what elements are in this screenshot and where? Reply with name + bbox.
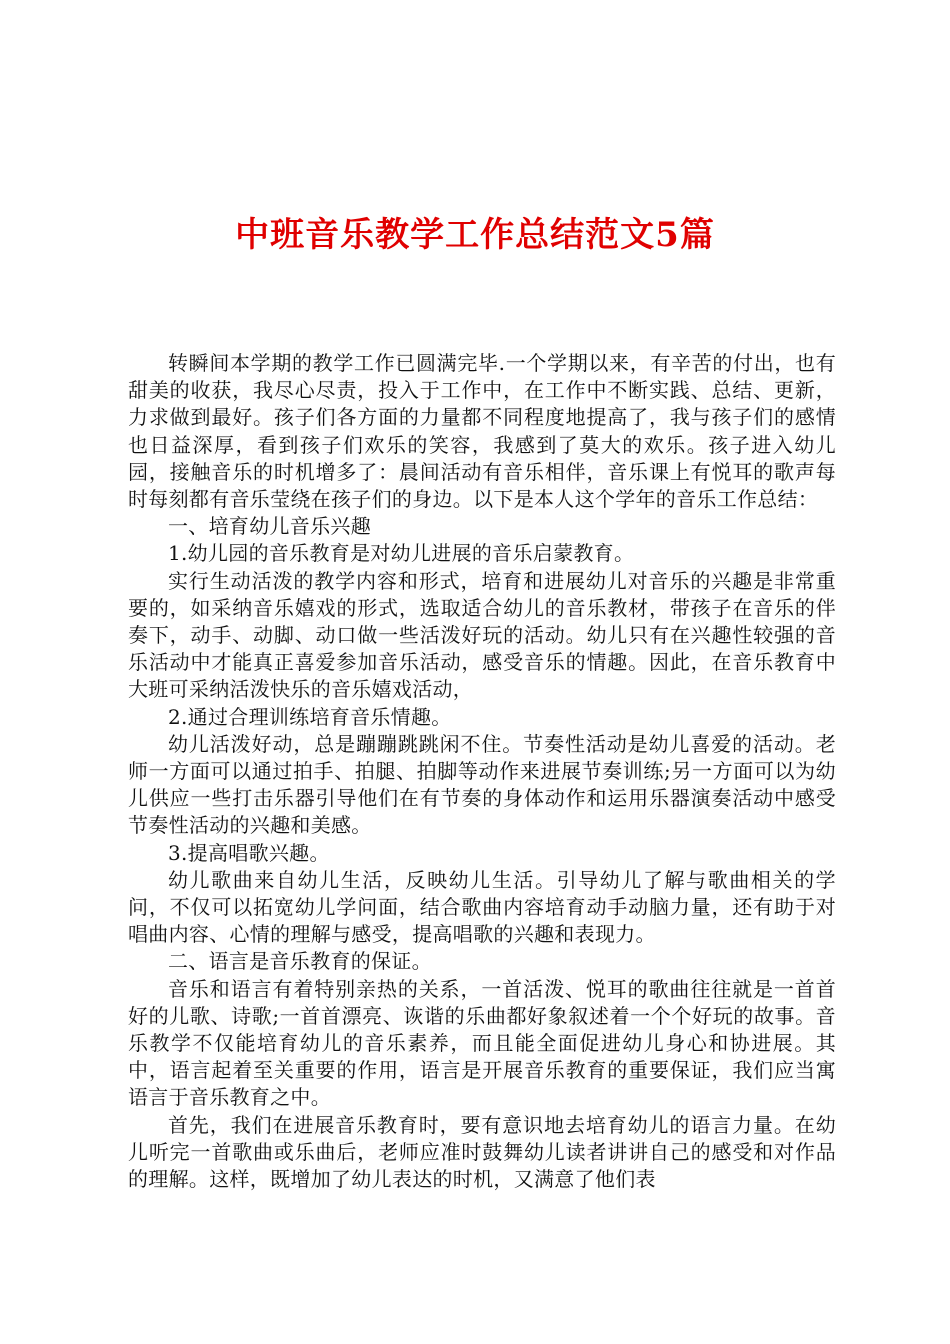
paragraph-language: 音乐和语言有着特别亲热的关系，一首活泼、悦耳的歌曲往往就是一首首好的儿歌、诗歌;一首首漂亮、诙谐的乐曲都好象叙述着一个个好玩的故事。音乐教学不仅能培育幼儿的音乐素养，而且能全面促进幼儿身心和协进展。其中，语言起着至关重要的作用，语言是开展音乐教育的重要保证，我们应当寓语言于音乐教育之中。 bbox=[128, 976, 836, 1110]
document-body bbox=[128, 350, 836, 1193]
heading-section-1: 一、培育幼儿音乐兴趣 bbox=[168, 514, 371, 539]
paragraph-rhythm: 幼儿活泼好动，总是蹦蹦跳跳闲不住。节奏性活动是幼儿喜爱的活动。老师一方面可以通过拍手、拍腿、拍脚等动作来进展节奏训练;另一方面可以为幼儿供应一些打击乐器引导他们在有节奏的身体动作和运用乐器演奏活动中感受节奏性活动的兴趣和美感。 bbox=[128, 731, 836, 838]
paragraph-interest: 实行生动活泼的教学内容和形式，培育和进展幼儿对音乐的兴趣是非常重要的，如采纳音乐嬉戏的形式，选取适合幼儿的音乐教材，带孩子在音乐的伴奏下，动手、动脚、动口做一些活泼好玩的活动。幼儿只有在兴趣性较强的音乐活动中才能真正喜爱参加音乐活动，感受音乐的情趣。因此，在音乐教育中大班可采纳活泼快乐的音乐嬉戏活动， bbox=[128, 568, 836, 702]
paragraph-first: 首先，我们在进展音乐教育时，要有意识地去培育幼儿的语言力量。在幼儿听完一首歌曲或乐曲后，老师应准时鼓舞幼儿读者讲讲自己的感受和对作品的理解。这样，既增加了幼儿表达的时机，又满意了他们表 bbox=[128, 1112, 836, 1192]
subheading-1: 1.幼儿园的音乐教育是对幼儿进展的音乐启蒙教育。 bbox=[168, 541, 635, 566]
heading-section-2: 二、语言是音乐教育的保证。 bbox=[168, 949, 432, 974]
subheading-3: 3.提高唱歌兴趣。 bbox=[168, 840, 330, 865]
paragraph-intro: 转瞬间本学期的教学工作已圆满完毕.一个学期以来，有辛苦的付出，也有甜美的收获，我尽心尽责，投入于工作中，在工作中不断实践、总结、更新，力求做到最好。孩子们各方面的力量都不同程度地提高了，我与孩子们的感情也日益深厚，看到孩子们欢乐的笑容，我感到了莫大的欢乐。孩子进入幼儿园，接触音乐的时机增多了：晨间活动有音乐相伴，音乐课上有悦耳的歌声每时每刻都有音乐莹绕在孩子们的身边。以下是本人这个学年的音乐工作总结： bbox=[128, 351, 836, 512]
document-title: 中班音乐教学工作总结范文5篇 bbox=[235, 215, 715, 255]
subheading-2: 2.通过合理训练培育音乐情趣。 bbox=[168, 704, 452, 729]
paragraph-singing: 幼儿歌曲来自幼儿生活，反映幼儿生活。引导幼儿了解与歌曲相关的学问，不仅可以拓宽幼儿学问面，结合歌曲内容培育动手动脑力量，还有助于对唱曲内容、心情的理解与感受，提高唱歌的兴趣和表现力。 bbox=[128, 867, 836, 947]
